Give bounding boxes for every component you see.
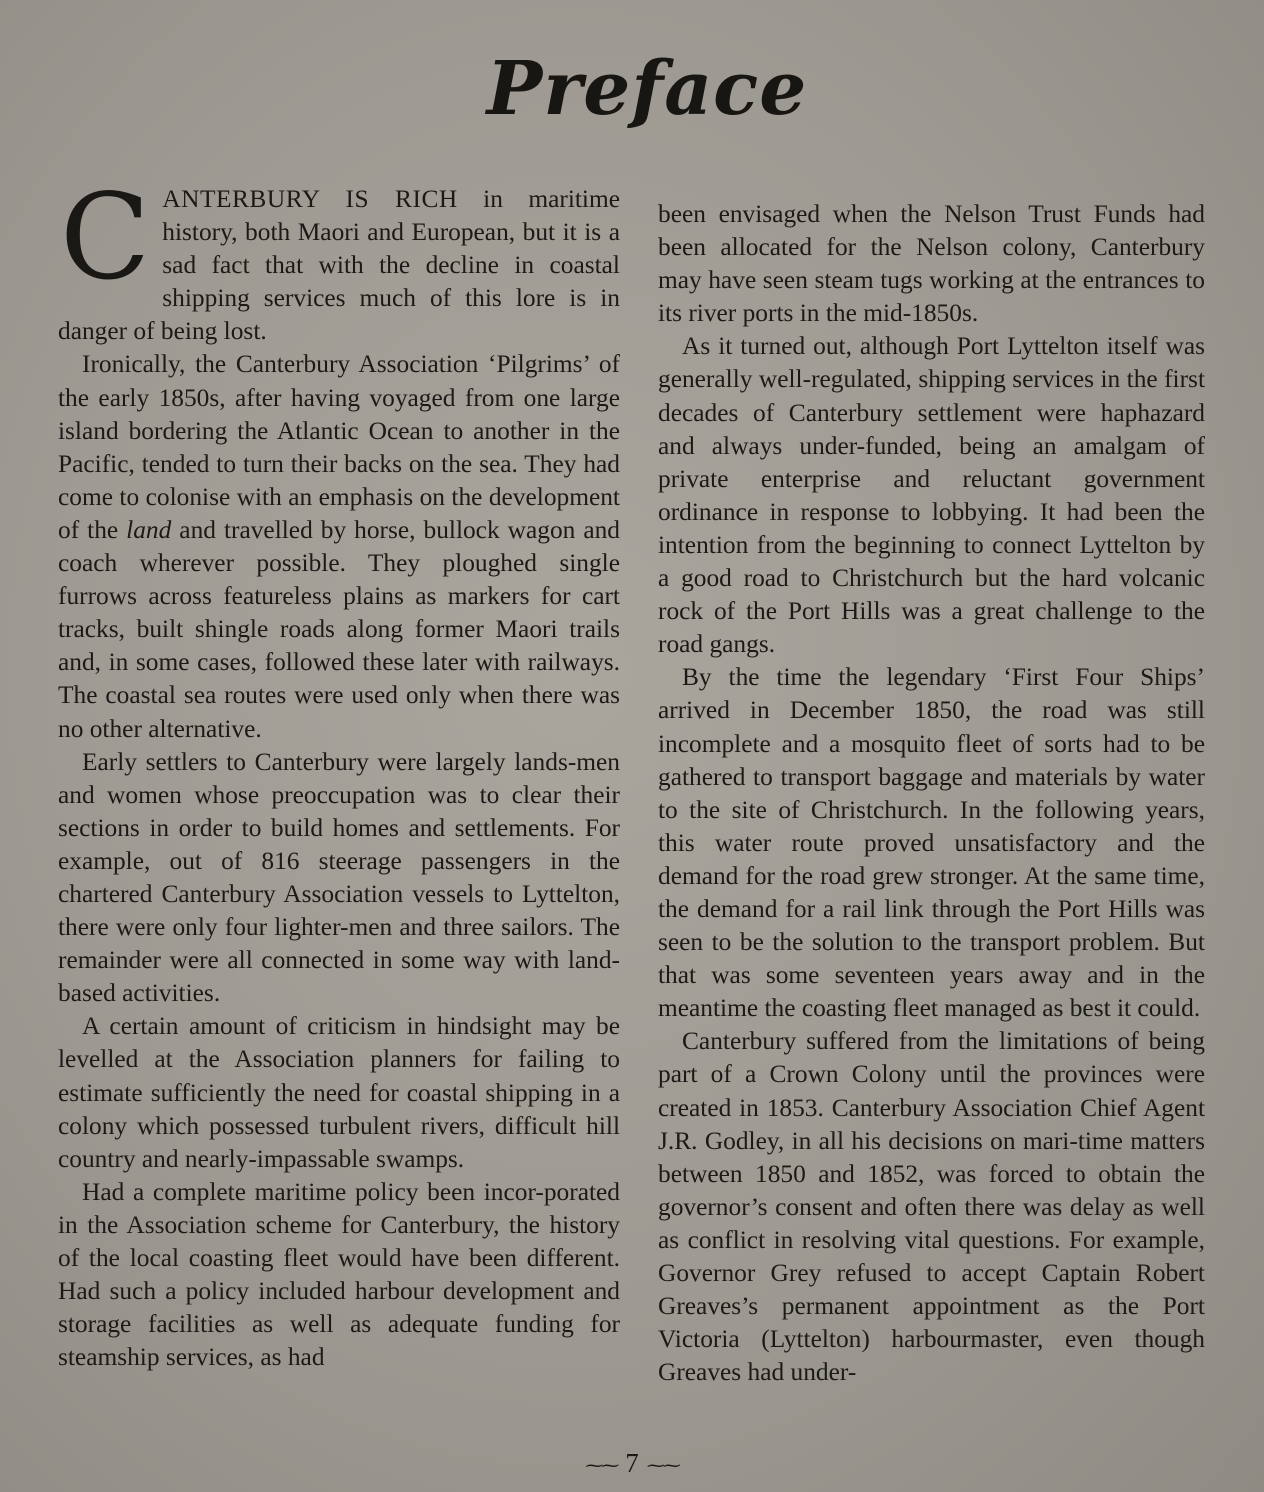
right-column [658, 198, 1205, 1389]
ornament-left-icon: ⁓⁓ [585, 1455, 618, 1476]
page-footer [0, 1448, 1264, 1479]
paragraph-5: Had a complete maritime policy been incor-porated in the Association scheme for Canterbury, the history of the local coasting fleet would have been different. Had such a policy included harbour development and storage facilities as well as adequate funding for steamship services, as had [58, 1177, 620, 1372]
paragraph-7: As it turned out, although Port Lyttelton itself was generally well-regulated, shipping services in the first decades of Canterbury settlement were haphazard and always under-funded, being an amalgam of private enterprise and reluctant government ordinance in response to lobbying. It had been the intention from the beginning to connect Lyttelton by a good road to Christchurch but the hard volcanic rock of the Port Hills was a great challenge to the road gangs. [658, 332, 1205, 659]
paragraph-4: A certain amount of criticism in hindsight may be levelled at the Association planners for failing to estimate sufficiently the need for coastal shipping in a colony which possessed turbulent rivers, difficult hill country and nearly-impassable swamps. [58, 1012, 620, 1173]
paragraph-6: been envisaged when the Nelson Trust Funds had been allocated for the Nelson colony, Canterbury may have seen steam tugs working at the entrances to its river ports in the mid-1850s. [658, 200, 1205, 328]
left-column [58, 168, 621, 1374]
paragraph-2 [58, 348, 620, 745]
drop-cap: C [60, 168, 151, 306]
paragraph-8: By the time the legendary ‘First Four Ships’ arrived in December 1850, the road was still incomplete and a mosquito fleet of sorts had to be gathered to transport baggage and materials by water to the site of Christchurch. In the following years, this water route proved unsatisfactory and the demand for the road grew stronger. At the same time, the demand for a rail link through the Port Hills was seen to be the solution to the transport problem. But that was some seventeen years away and in the meantime the coasting fleet managed as best it could. [658, 663, 1205, 1023]
italic-word: land [126, 515, 172, 544]
ornament-right-icon: ⁓⁓ [646, 1455, 679, 1476]
paragraph-3: Early settlers to Canterbury were largely lands-men and women whose preoccupation was to clear their sections in order to build homes and settlements. For example, out of 816 steerage passengers in the chartered Canterbury Association vessels to Lyttelton, there were only four lighter-men and three sailors. The remainder were all connected in some way with land-based activities. [58, 747, 620, 1008]
paragraph-2-text-a: Ironically, the Canterbury Association ‘Pilgrims’ of the early 1850s, after having voyaged from one large island bordering the Atlantic Ocean to another in the Pacific, tended to turn their backs on the sea. They had come to colonise with an emphasis on the development of the [58, 350, 620, 544]
paragraph-2-text-b: and travelled by horse, bullock wagon and coach wherever possible. They ploughed single furrows across featureless plains as markers for cart tracks, built shingle roads along former Maori trails and, in some cases, followed these later with railways. The coastal sea routes were used only when there was no other alternative. [58, 515, 620, 743]
paragraph-9: Canterbury suffered from the limitations of being part of a Crown Colony until the provinces were created in 1853. Canterbury Association Chief Agent J.R. Godley, in all his decisions on mari-time matters between 1850 and 1852, was forced to obtain the governor’s consent and often there was delay as well as conflict in resolving vital questions. For example, Governor Grey refused to accept Captain Robert Greaves’s permanent appointment as the Port Victoria (Lyttelton) harbourmaster, even though Greaves had under- [658, 1027, 1205, 1387]
paragraph-1 [58, 168, 621, 348]
page-number: 7 [625, 1448, 639, 1478]
page-title: Preface [486, 46, 808, 132]
lead-in-smallcaps: ANTERBURY IS RICH [162, 185, 458, 213]
paragraph-1-text: in maritime history, both Maori and European, but it is a sad fact that with the decline in coastal shipping services much of this lore is in danger of being lost. [58, 185, 621, 346]
